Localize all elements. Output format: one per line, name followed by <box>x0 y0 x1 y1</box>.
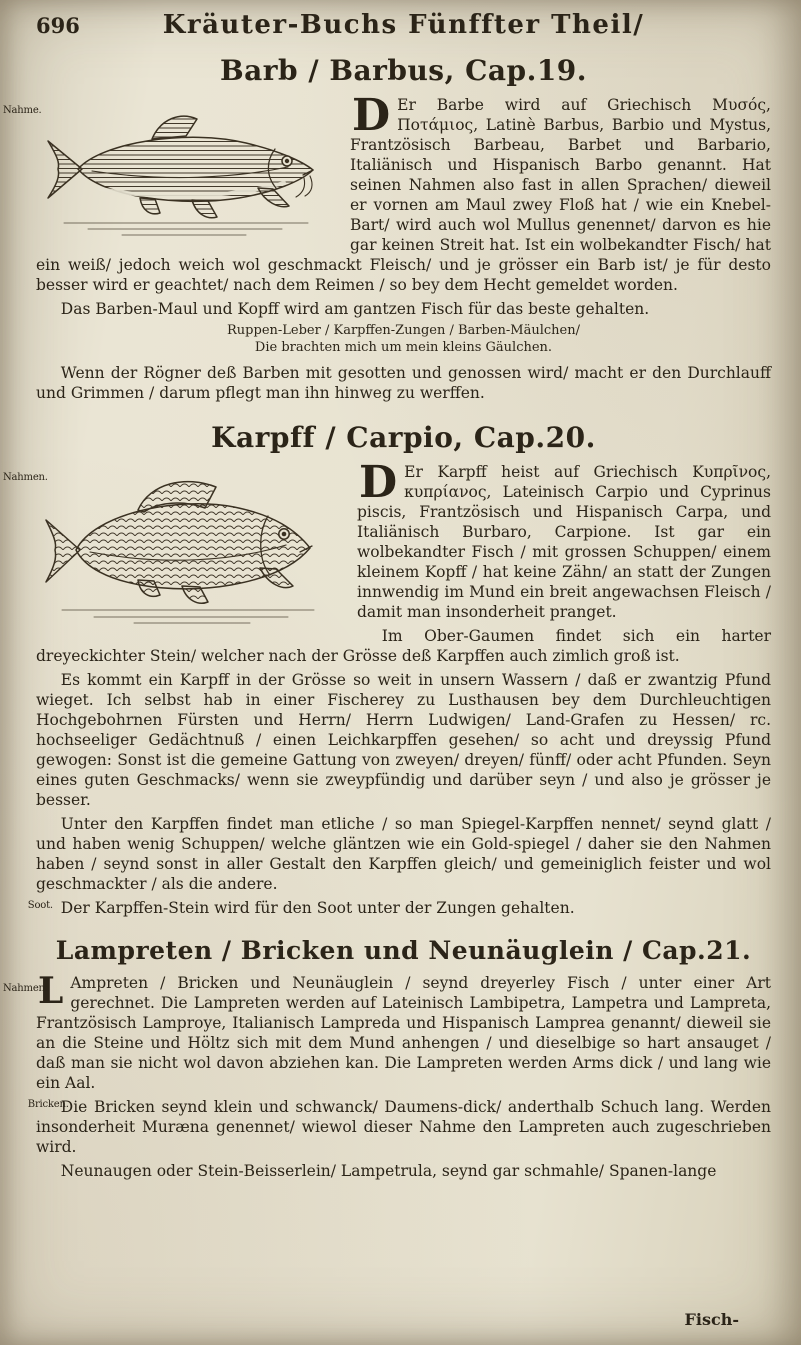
drop-cap-initial: L <box>38 970 64 1012</box>
catchword: Fisch- <box>684 1310 739 1329</box>
chapter-heading-barb: Barb / Barbus, Cap.19. <box>219 54 588 87</box>
ch19-paragraph-2: Das Barben-Maul und Kopff wird am gantzen Fisch für das beste gehalten. <box>60 300 650 318</box>
chapter-barb-body <box>3 90 771 407</box>
ch20-paragraph-5 <box>27 898 771 918</box>
carp-fish-woodcut-icon <box>36 466 341 626</box>
chapter-lampreten-body <box>3 970 771 1185</box>
drop-cap-initial: D <box>352 90 391 141</box>
paragraph-text: Der Karpffen-Stein wird für den Soot unter der Zungen gehalten. <box>60 899 575 917</box>
ch21-paragraph-2 <box>27 1097 771 1157</box>
chapter-karpff <box>3 421 771 922</box>
chapter-barb <box>3 54 771 407</box>
verse-line-1: Ruppen-Leber / Karpffen-Zungen / Barben-Mäulchen/ <box>227 323 580 338</box>
running-head <box>36 10 771 40</box>
chapter-heading-karpff: Karpff / Carpio, Cap.20. <box>211 421 596 454</box>
chapter-lampreten <box>3 936 771 1185</box>
margin-note-nahmen: Nahmen. <box>3 472 48 483</box>
barben-verse <box>36 323 771 356</box>
margin-note-nahme: Nahme. <box>3 105 42 116</box>
page-number: 696 <box>36 13 80 38</box>
chapter-karpff-body <box>3 457 771 922</box>
paragraph-text: Die Bricken seynd klein und schwanck/ Daumens-dick/ anderthalb Schuch lang. Werden insonderheit Muræna genennet/ wiewol dieser Nahme den Lampreten auch zugeschrieben wird. <box>36 1098 771 1156</box>
barbel-fish-woodcut-icon <box>36 99 334 239</box>
book-title: Kräuter-Buchs Fünffter Theil/ <box>162 10 645 40</box>
paragraph-text: Ampreten / Bricken und Neunäuglein / seynd dreyerley Fisch / unter einer Art gerechnet. Die Lampreten werden auf Lateinisch Lambipetra, Lampetra und Lampreta, Frantzösisch Lamproye, Italianisch Lampreda und Hispanisch Lamprea genannt/ dieweil sie an die Steine und Höltz sich mit dem Mund anhengen / und dieselbige so hart ansauget / daß man sie nicht wol davon abziehen kan. Die Lampreten werden Arms dick / und lang wie ein Aal. <box>36 974 771 1092</box>
barbel-woodcut-frame <box>36 99 334 239</box>
margin-note-nahmen-lampreten: Nahmen. <box>3 983 48 994</box>
ch20-paragraph-4: Unter den Karpffen findet man etliche / so man Spiegel-Karpffen nennet/ seynd glatt / und haben wenig Schuppen/ welche gläntzen wie ein Gold-spiegel / daher sie den Nahmen haben / seynd sonst in aller Gestalt den Karpffen gleich/ und gemeiniglich feister und wol geschmackter / als die andere. <box>36 815 771 893</box>
margin-note-bricken: Bricken. <box>27 1099 69 1110</box>
drop-cap-initial: D <box>359 457 398 508</box>
ch21-paragraph-1 <box>36 970 771 1093</box>
ch20-paragraph-2: Im Ober-Gaumen findet sich ein harter dreyeckichter Stein/ welcher nach der Grösse deß Karpffen auch zimlich groß ist. <box>36 627 771 665</box>
carp-woodcut-frame <box>36 466 341 626</box>
margin-note-soot: Soot. <box>27 900 53 911</box>
ch21-paragraph-3: Neunaugen oder Stein-Beisserlein/ Lampetrula, seynd gar schmahle/ Spanen-lange <box>60 1162 717 1180</box>
ch19-paragraph-3: Wenn der Rögner deß Barben mit gesotten und genossen wird/ macht er den Durchlauff und Grimmen / darum pflegt man ihn hinweg zu werffen. <box>36 364 771 402</box>
ch20-paragraph-3: Es kommt ein Karpff in der Grösse so weit in unsern Wassern / daß er zwantzig Pfund wieget. Ich selbst hab in einer Fischerey zu Lusthausen bey dem Durchleuchtigen Hochgebohrnen Fürsten und Herrn/ Herrn Ludwigen/ Land-Grafen zu Hessen/ rc. hochseeliger Gedächtnuß / einen Leichkarpffen gesehen/ so acht und dreyssig Pfund gewogen: Sonst ist die gemeine Gattung von zweyen/ dreyen/ fünff/ oder acht Pfunden. Seyn eines guten Geschmacks/ wenn sie zweypfündig und darüber seyn / und also je grösser je besser. <box>36 671 771 809</box>
verse-line-2: Die brachten mich um mein kleins Gäulchen. <box>254 339 553 355</box>
paragraph-text: Er Karpff heist auf Griechisch Κυπρῖνος, κυπρίανος, Lateinisch Carpio und Cyprinus piscis, Frantzösisch und Hispanisch Carpa, und Italiänisch Burbaro, Carpione. Ist gar ein wolbekandter Fisch / mit grossen Schuppen/ einem kleinem Kopff / hat keine Zähn/ an statt der Zungen innwendig im Mund ein breit angewachsen Fleisch / damit man insonderheit pranget. <box>357 463 771 621</box>
chapter-heading-lampreten: Lampreten / Bricken und Neunäuglein / Cap.21. <box>55 936 752 965</box>
paragraph-text: Er Barbe wird auf Griechisch Μυσός, Ποτάμιος, Latinè Barbus, Barbio und Mystus, Frantzösisch Barbeau, Barbet und Barbario, Italiänisch und Hispanisch Barbo genannt. Hat seinen Nahmen also fast in allen Sprachen/ dieweil er vornen am Maul zwey Floß hat / wie ein Knebel-Bart/ wird auch wol Mullus genennet/ darvon es hie gar keinen Streit hat. Ist ein wolbekandter Fisch/ hat ein weiß/ jedoch weich wol geschmackt Fleisch/ und je grösser ein Barb ist/ je für desto besser wird er geachtet/ nach dem Reimen / so bey dem Hecht gemeldet worden. <box>36 96 771 294</box>
